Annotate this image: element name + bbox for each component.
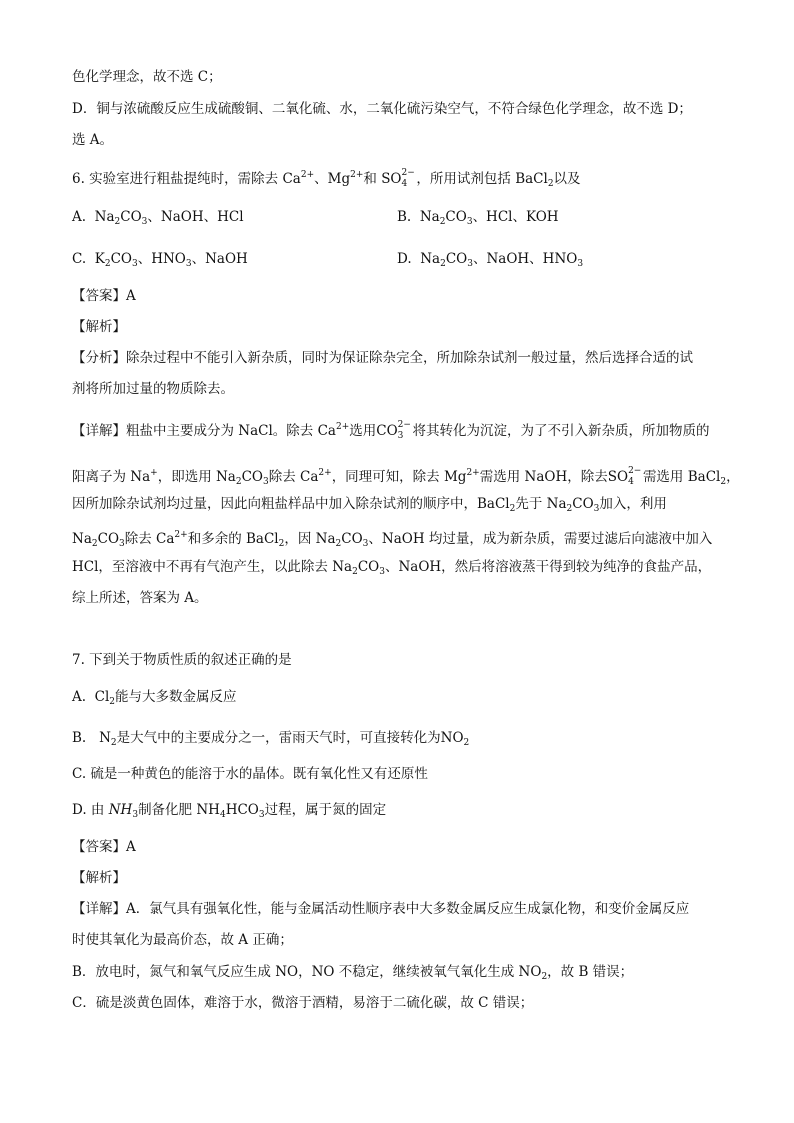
answer-line: 【答案】A — [72, 839, 136, 855]
analysis-text: 【分析】除杂过程中不能引入新杂质，同时为保证除杂完全，所加除杂试剂一般过量，然后选择合适的试 — [72, 350, 693, 366]
detail-text: 因所加除杂试剂均过量，因此向粗盐样品中加入除杂试剂的顺序中，BaCl$_2$先于 $Na_2CO_3$加入，利用 — [72, 496, 667, 514]
text-line: 选 A。 — [72, 132, 114, 148]
option-b: B. $N_2$是大气中的主要成分之一，雷雨天气时，可直接转化为$NO_2$ — [72, 730, 470, 748]
option-b: B. $Na_2CO_3$、HCl、KOH — [397, 209, 559, 227]
text-line: 色化学理念，故不选 C； — [72, 69, 222, 85]
detail-text: HCl，至溶液中不再有气泡产生，以此除去 $Na_2CO_3$、NaOH，然后将溶液蒸干得到较为纯净的食盐产品， — [72, 559, 712, 577]
detail-text: $Na_2CO_3$除去 $Ca^{2+}$和多余的 BaCl$_2$，因 $Na_2CO_3$、NaOH 均过量，成为新杂质，需要过滤后向滤液中加入 — [72, 530, 713, 549]
option-d: D. 由 $NH_3$制备化肥 $NH_4HCO_3$过程，属于氮的固定 — [72, 802, 387, 820]
option-d: D. $Na_2CO_3$、NaOH、$HNO_3$ — [397, 251, 584, 269]
option-a: A. $Cl_2$能与大多数金属反应 — [72, 689, 237, 707]
analysis-heading: 【解析】 — [72, 319, 126, 335]
detail-text: C．硫是淡黄色固体，难溶于水，微溶于酒精，易溶于二硫化碳，故 C 错误； — [72, 995, 534, 1011]
text-line: D．铜与浓硫酸反应生成硫酸铜、二氧化硫、水，二氧化硫污染空气，不符合绿色化学理念，故不选 D； — [72, 101, 692, 117]
analysis-heading: 【解析】 — [72, 870, 126, 886]
detail-text: 【详解】粗盐中主要成分为 NaCl。除去 $Ca^{2+}$选用CO 2− 3 将其转化为沉淀，为了不引入新杂质，所加物质的 — [72, 420, 710, 441]
option-c: C. 硫是一种黄色的能溶于水的晶体。既有氧化性又有还原性 — [72, 766, 428, 782]
analysis-text: 剂将所加过量的物质除去。 — [72, 381, 234, 397]
question-6-stem: 6. 实验室进行粗盐提纯时，需除去 $Ca^{2+}$、$Mg^{2+}$和 SO 2− 4 ，所用试剂包括 BaCl$_2$以及 — [72, 168, 581, 189]
answer-line: 【答案】A — [72, 288, 136, 304]
detail-text: 阳离子为 Na+，即选用 $Na_2CO_3$除去 $Ca^{2+}$，同理可知，除去 $Mg^{2+}$需选用 NaOH，除去SO 2− 4 需选用 BaCl$_2$， — [72, 466, 740, 487]
detail-text: 综上所述，答案为 A。 — [72, 590, 208, 606]
question-7-stem: 7. 下到关于物质性质的叙述正确的是 — [72, 652, 292, 668]
option-a: A. $Na_2CO_3$、NaOH、HCl — [72, 209, 244, 227]
detail-text: 时使其氧化为最高价态，故 A 正确； — [72, 932, 293, 948]
detail-text: 【详解】A．氯气具有强氧化性，能与金属活动性顺序表中大多数金属反应生成氯化物，和变价金属反应 — [72, 901, 690, 917]
option-c: C. $K_2CO_3$、$HNO_3$、NaOH — [72, 251, 248, 269]
detail-text: B．放电时，氮气和氧气反应生成 NO，NO 不稳定，继续被氧气氧化生成 $NO_2$，故 B 错误； — [72, 964, 634, 982]
